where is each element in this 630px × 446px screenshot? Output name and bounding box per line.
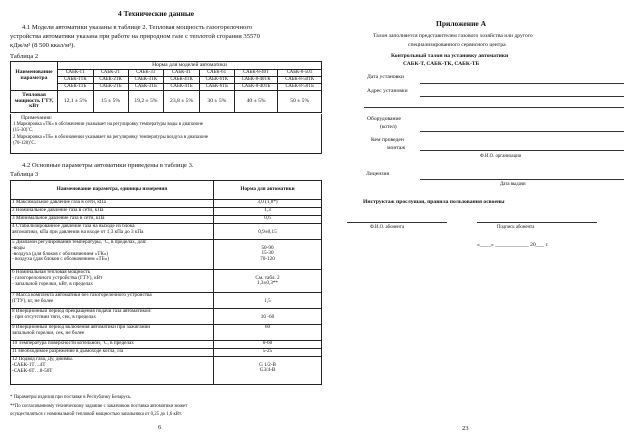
intro-table3: 4.2 Основные параметры автоматики приведены в таблице 3. [22, 162, 194, 169]
install-address-line-2[interactable] [364, 107, 624, 108]
table2-power-label: Тепловая мощность ГТУ, кВт [11, 91, 58, 113]
table3-param-line: 3 Минимальное давление газа в сети, кПа [12, 215, 105, 221]
table3-param-cell [11, 325, 214, 341]
table3-param-line: 9 Инерционный период включения автоматики при зажигании [12, 324, 151, 330]
table3-param-line: 11 Необходимое разрежение в дымоходе котла, Па [12, 348, 124, 354]
section-heading: 4 Технические данные [118, 9, 195, 18]
equipment-label: Оборудование [367, 116, 402, 122]
table3-param-line: 4 Стабилизированное давление газа на выходе из блока [12, 223, 135, 229]
table3-value-line: 10 -60 [260, 313, 275, 320]
date-fill-line: «____» ____________ 20___ г. [477, 242, 549, 248]
table3-value-line: G 1/2-B [259, 361, 276, 368]
table3-param-cell [11, 309, 214, 325]
table3-param-line: -САБК-1Т…4Т [12, 361, 46, 368]
table2-model: САБК-8-40Т [234, 70, 278, 77]
table2-model: САБК-8-40ТК [234, 77, 278, 84]
page-number-left: 6 [158, 424, 162, 431]
org-caption: Ф.И.О. организации [480, 154, 522, 159]
table3-value-line: 1,3±0,3** [256, 280, 278, 287]
table2-model: САБК-2ТК [93, 77, 128, 84]
table2-model: САБК-1ТК [58, 77, 94, 84]
table2-model: САБК-8-50ТК [278, 77, 322, 84]
table-3 [10, 180, 322, 385]
table3-value-line: 0-60 [262, 340, 273, 346]
table-row [11, 309, 322, 325]
note-2: 2 Маркировка «ТБ» в обозначении указывает на регулировку температуры воздуха в диапазоне [13, 135, 209, 140]
table3-value-cell [214, 309, 322, 325]
subscriber-signature-caption: Подпись абонента [497, 225, 535, 230]
date-caption: Дата выдачи [500, 182, 526, 187]
table3-value-cell [214, 293, 322, 309]
table3-header-norm: Норма для автоматики [214, 181, 322, 200]
subscriber-signature-line[interactable] [477, 222, 597, 223]
table2-model: САБК-4Т [164, 70, 200, 77]
table3-param-line: 7 Масса комплекта автоматики без газогорелочного устройства [12, 292, 152, 298]
table3-param-line: -САБК-6Т…8-50Т [12, 367, 53, 374]
footnote-3: осуществляться с номинальной тепловой мощностью запальника от 0,25 до 1,6 кВт. [10, 412, 182, 417]
license-line[interactable] [420, 179, 624, 180]
subscriber-name-caption: Ф.И.О. абонента [370, 225, 405, 230]
coupon-title-1: Контрольный талон на установку автоматики [391, 53, 509, 59]
table-row [11, 357, 322, 385]
table2-notes-box [10, 114, 322, 154]
intro-line-1: 4.1 Модели автоматики указаны в таблице 2. Тепловая мощность газогорелочного [22, 24, 253, 31]
footnote-1: * Параметры изделия при поставке в Республику Беларусь. [10, 395, 132, 400]
table2-model: САБК-3ТБ [128, 84, 164, 91]
install-address-label: Адрес установки [367, 88, 408, 94]
table-row [11, 270, 322, 293]
table-row [11, 240, 322, 270]
table3-value-line: 60 [264, 324, 271, 330]
subtitle-line-1: Талон заполняется представителем газового хозяйства или другого [373, 33, 533, 39]
table2-model: САБК-8-40ТБ [234, 84, 278, 91]
table2-model: САБК-6Т [199, 70, 234, 77]
table3-param-cell [11, 293, 214, 309]
table3-param-cell [11, 224, 214, 240]
table2-power-value: 12,1 ± 5% [58, 91, 94, 113]
install-address-line[interactable] [420, 96, 624, 97]
table3-param-line: запальной горелки, сек, не более [12, 329, 85, 336]
table-row [11, 325, 322, 341]
table2-model: САБК-3ТК [128, 77, 164, 84]
table2-model: САБК-8-50Т [278, 70, 322, 77]
table2-power-value: 23,8 ± 5% [164, 91, 200, 113]
subscriber-name-line[interactable] [347, 222, 447, 223]
table3-value-line: 1,3 [264, 207, 271, 213]
table3-param-line: 5 Диапазон регулирования температуры, ˚С, в пределах, для: [12, 239, 147, 245]
table3-param-line: 2 Номинальное давление газа в сети, кПа [12, 207, 104, 213]
table3-value-cell [214, 224, 322, 240]
table2-model: САБК-1ТБ [58, 84, 94, 91]
table2-power-value: 50 ± 5% [278, 91, 322, 113]
license-label: Лицензия [366, 171, 390, 177]
coupon-title-2: САБК-Т, САБК-ТК, САБК-ТБ [403, 61, 480, 67]
table2-model: САБК-2Т [93, 70, 128, 77]
right-page [322, 0, 630, 446]
table2-caption: Таблица 2 [10, 53, 39, 60]
table3-value-line: 3,0 (1,8*) [257, 199, 278, 205]
table3-value-line [215, 331, 320, 337]
note-2-range: (70-120)˚С. [13, 141, 36, 146]
table3-value-line: G3/4-B [259, 367, 276, 374]
page-number-right: 23 [462, 425, 469, 432]
table3-param-line: -воздуха (для блоков с обозначением «ТК») [12, 250, 109, 257]
table3-value-line: 0,6 [264, 215, 271, 221]
table3-param-line: - воздуха (для блоков с обозначением «ТБ») [12, 256, 110, 263]
table2-model: САБК-6ТК [199, 77, 234, 84]
table3-caption: Таблица 3 [10, 171, 39, 178]
table3-param-cell [11, 240, 214, 270]
table3-value-cell [214, 270, 322, 293]
install-date-line[interactable] [420, 83, 624, 84]
table3-value-line: 5-25 [262, 348, 273, 354]
table3-value-line: См. табл. 2 [255, 274, 280, 281]
table-2 [10, 61, 322, 113]
notes-title: Примечания: [21, 115, 53, 121]
table3-value-line: 1,5 [264, 297, 271, 304]
equipment-sublabel: (котел) [380, 124, 397, 130]
table2-norm-header: Норма для моделей автоматики [58, 62, 322, 70]
table3-param-line: 6 Номинальная тепловая мощность [12, 269, 91, 275]
table3-param-line: - запальной горелки, кВт, в пределах [12, 280, 94, 287]
intro-line-2: устройства автоматики указана при работе на природном газе с теплотой сгорания 35570 [10, 33, 260, 40]
installer-line[interactable] [420, 150, 624, 151]
table3-value-cell [214, 216, 322, 224]
table3-value-line: 15-30 [261, 250, 274, 257]
table2-power-value: 30 ± 5% [199, 91, 234, 113]
note-1: 1 Маркировка «ТК» в обозначении указывает на регулировку температуры воды в диапазоне [13, 122, 203, 127]
table3-value-cell [214, 349, 322, 357]
installer-label: Кем проведен [371, 137, 404, 143]
table-row [11, 293, 322, 309]
footnote-2: **По согласованному техническому заданию с заказчиком поставка автоматики может [10, 404, 188, 409]
table2-power-value: 19,2 ± 5% [128, 91, 164, 113]
equipment-line[interactable] [420, 131, 624, 132]
table3-param-line: -воды [12, 244, 25, 251]
note-1-range: (15-30)˚С. [13, 128, 34, 133]
table2-power-value: 40 ± 5% [234, 91, 278, 113]
table-row [11, 224, 322, 240]
table3-value-line: 70-120 [260, 256, 275, 263]
table3-value-cell [214, 357, 322, 385]
table3-param-line: - газогорелочного устройства (ГТУ), кВт [12, 274, 103, 281]
table2-model: САБК-8-50ТБ [278, 84, 322, 91]
table3-param-line: 1 Максимальное давление газа в сети, кПа [12, 199, 106, 205]
table3-param-cell [11, 357, 214, 385]
installer-sublabel: монтаж [387, 145, 406, 151]
table3-param-line: 8 Инерционный период прекращения подачи газа автоматикой: [12, 308, 152, 314]
subtitle-line-2: специализированного сервисного центра [408, 42, 506, 48]
table2-model: САБК-6ТБ [199, 84, 234, 91]
table2-model: САБК-3Т [128, 70, 164, 77]
table3-param-cell [11, 270, 214, 293]
table3-value-cell [214, 240, 322, 270]
table3-param-line: автоматики, кПа при давлении на входе от 1,3 кПа до 3 кПа [12, 228, 144, 235]
table3-param-line: - при отсутствии тяги, сек, в пределах [12, 313, 96, 320]
table2-model: САБК-4ТК [164, 77, 200, 84]
intro-line-3: кДж/м³ (8 500 ккал/м³). [10, 42, 75, 49]
appendix-title: Приложение А [436, 19, 487, 28]
table2-model: САБК-4ТБ [164, 84, 200, 91]
instruction-heading: Инструктаж прослушан, правила пользования освоены [363, 199, 505, 205]
table2-param-header: Наименование параметра [11, 62, 58, 91]
table3-value-line: 0,9±0,15 [258, 228, 277, 235]
table2-power-value: 15 ± 5% [93, 91, 128, 113]
table3-param-line: 12 Подвод газа, Ду, дюймы. [12, 356, 74, 362]
table2-model: САБК-2ТБ [93, 84, 128, 91]
install-date-label: Дата установки [367, 74, 404, 80]
table3-param-line: 10 Температура поверхности котельной, ˚С, в пределах [12, 340, 134, 346]
table3-value-cell [214, 325, 322, 341]
table2-model: САБК-1Т [58, 70, 94, 77]
table3-header-name: Наименование параметра, единицы измерения [11, 181, 214, 200]
table3-value-line: 50-90 [261, 244, 274, 251]
table3-param-line: (ГТУ), кг, не более [12, 297, 54, 304]
